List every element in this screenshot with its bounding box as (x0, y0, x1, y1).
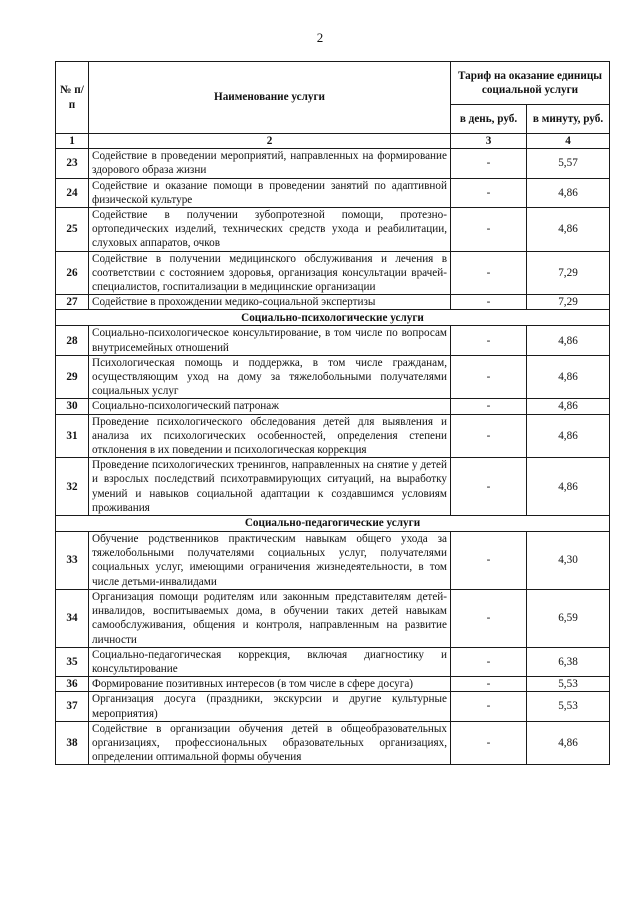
column-number: 3 (451, 134, 527, 149)
service-name: Содействие в получении медицинского обслуживания и лечения в соответствии с состоянием здоровья, организация консультации врачей-специалистов, госпитализации в медицинские организации (89, 251, 451, 295)
service-number: 33 (56, 532, 89, 590)
column-number-row (56, 134, 610, 149)
service-name: Организация досуга (праздники, экскурсии и другие культурные мероприятия) (89, 692, 451, 721)
service-number: 23 (56, 149, 89, 178)
tariff-per-minute: 7,29 (527, 251, 610, 295)
service-name: Социально-психологическое консультирование, в том числе по вопросам внутрисемейных отношений (89, 326, 451, 355)
tariff-per-day: - (451, 589, 527, 647)
tariff-per-minute: 4,86 (527, 721, 610, 765)
service-name: Психологическая помощь и поддержка, в том числе гражданам, осуществляющим уход на дому за тяжелобольными получателями социальных услуг (89, 355, 451, 399)
service-number: 31 (56, 414, 89, 458)
section-row (56, 310, 610, 326)
table-body (56, 134, 610, 765)
section-title: Социально-психологические услуги (56, 310, 610, 326)
tariff-per-day: - (451, 647, 527, 676)
header-name: Наименование услуги (89, 62, 451, 134)
tariff-per-minute: 5,57 (527, 149, 610, 178)
service-number: 38 (56, 721, 89, 765)
column-number: 4 (527, 134, 610, 149)
tariff-table (55, 61, 610, 765)
tariff-per-day: - (451, 458, 527, 516)
table-row (56, 149, 610, 178)
service-name: Социально-педагогическая коррекция, включая диагностику и консультирование (89, 647, 451, 676)
service-name: Обучение родственников практическим навыкам общего ухода за тяжелобольными получателями социальных услуг, получателями социальных услуг, имеющими ограничения жизнедеятельности, в том числе детьми-инвалидами (89, 532, 451, 590)
table-row (56, 692, 610, 721)
table-row (56, 458, 610, 516)
tariff-per-day: - (451, 721, 527, 765)
tariff-per-day: - (451, 677, 527, 692)
table-row (56, 721, 610, 765)
tariff-per-minute: 6,38 (527, 647, 610, 676)
table-row (56, 589, 610, 647)
service-name: Содействие в организации обучения детей в общеобразовательных организациях, профессиональных образовательных организациях, определении оптимальной формы обучения (89, 721, 451, 765)
tariff-per-minute: 4,86 (527, 399, 610, 414)
service-number: 35 (56, 647, 89, 676)
service-name: Содействие в получении зубопротезной помощи, протезно-ортопедических изделий, технических средств ухода и реабилитации, слуховых аппаратов, очков (89, 208, 451, 252)
tariff-per-day: - (451, 414, 527, 458)
tariff-per-day: - (451, 532, 527, 590)
tariff-per-day: - (451, 149, 527, 178)
service-number: 32 (56, 458, 89, 516)
service-number: 25 (56, 208, 89, 252)
section-title: Социально-педагогические услуги (56, 516, 610, 532)
service-name: Организация помощи родителям или законным представителям детей-инвалидов, воспитываемых дома, в обучении таких детей навыкам самообслуживания, общения и контроля, направленным на развитие личности (89, 589, 451, 647)
tariff-per-day: - (451, 251, 527, 295)
tariff-per-minute: 6,59 (527, 589, 610, 647)
service-number: 29 (56, 355, 89, 399)
service-name: Социально-психологический патронаж (89, 399, 451, 414)
tariff-per-day: - (451, 326, 527, 355)
table-row (56, 178, 610, 207)
service-number: 28 (56, 326, 89, 355)
column-number: 2 (89, 134, 451, 149)
service-name: Формирование позитивных интересов (в том числе в сфере досуга) (89, 677, 451, 692)
tariff-per-day: - (451, 692, 527, 721)
service-name: Содействие в прохождении медико-социальной экспертизы (89, 295, 451, 310)
tariff-per-minute: 4,86 (527, 355, 610, 399)
table-row (56, 295, 610, 310)
table-row (56, 647, 610, 676)
section-row (56, 516, 610, 532)
service-number: 27 (56, 295, 89, 310)
service-number: 30 (56, 399, 89, 414)
tariff-per-day: - (451, 178, 527, 207)
table-row (56, 532, 610, 590)
tariff-per-day: - (451, 399, 527, 414)
column-number: 1 (56, 134, 89, 149)
service-number: 26 (56, 251, 89, 295)
page-number: 2 (316, 30, 324, 45)
header-per-minute: в минуту, руб. (527, 105, 610, 134)
table-row (56, 251, 610, 295)
service-number: 24 (56, 178, 89, 207)
service-name: Проведение психологического обследования детей для выявления и анализа их психологических особенностей, определения степени отклонения в их поведении и психологическая коррекция (89, 414, 451, 458)
header-tariff: Тариф на оказание единицы социальной услуги (451, 62, 610, 105)
header-per-day: в день, руб. (451, 105, 527, 134)
tariff-per-minute: 4,30 (527, 532, 610, 590)
table-row (56, 399, 610, 414)
table-row (56, 677, 610, 692)
tariff-per-day: - (451, 355, 527, 399)
service-number: 36 (56, 677, 89, 692)
service-name: Содействие в проведении мероприятий, направленных на формирование здорового образа жизни (89, 149, 451, 178)
service-name: Содействие и оказание помощи в проведении занятий по адаптивной физической культуре (89, 178, 451, 207)
tariff-per-minute: 5,53 (527, 692, 610, 721)
service-number: 37 (56, 692, 89, 721)
service-number: 34 (56, 589, 89, 647)
tariff-per-minute: 4,86 (527, 414, 610, 458)
tariff-per-day: - (451, 208, 527, 252)
tariff-per-minute: 5,53 (527, 677, 610, 692)
table-row (56, 326, 610, 355)
service-name: Проведение психологических тренингов, направленных на снятие у детей и взрослых последствий психотравмирующих ситуаций, на выработку умений и навыков социальной адаптации к создавшимся условиям проживания (89, 458, 451, 516)
tariff-per-minute: 4,86 (527, 178, 610, 207)
tariff-per-minute: 4,86 (527, 326, 610, 355)
tariff-per-minute: 4,86 (527, 208, 610, 252)
tariff-per-minute: 7,29 (527, 295, 610, 310)
header-num: № п/п (56, 62, 89, 134)
table-row (56, 355, 610, 399)
table-row (56, 414, 610, 458)
tariff-per-day: - (451, 295, 527, 310)
tariff-per-minute: 4,86 (527, 458, 610, 516)
table-row (56, 208, 610, 252)
